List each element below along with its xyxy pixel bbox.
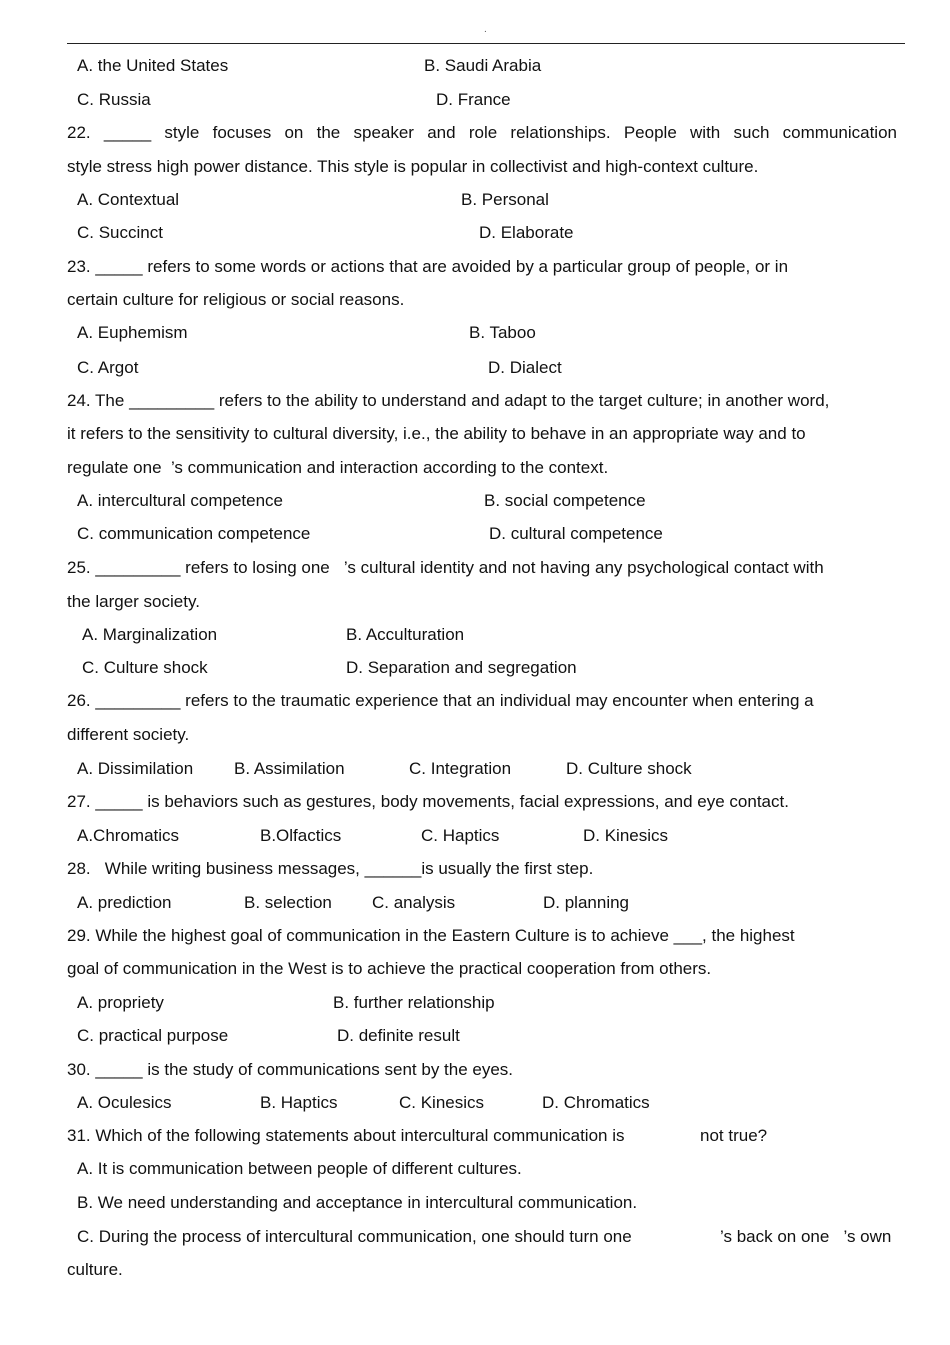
q26-option-b: B. Assimilation xyxy=(234,759,345,778)
q23-option-b: B. Taboo xyxy=(469,323,536,342)
q31-question-not-true: not true? xyxy=(700,1126,768,1145)
q24-question-line-3: regulate one ’s communication and interaction according to the context. xyxy=(67,458,609,477)
q25-question-line-2: the larger society. xyxy=(67,592,200,611)
q31-option-c-line-1-end: ’s back on one ’s own xyxy=(720,1227,892,1246)
q23-question-line-2: certain culture for religious or social reasons. xyxy=(67,290,405,309)
q29-question-line-1: 29. While the highest goal of communication in the Eastern Culture is to achieve ___, the highest xyxy=(67,926,795,945)
q24-option-a: A. intercultural competence xyxy=(77,491,283,510)
q23-option-c: C. Argot xyxy=(77,358,139,377)
q27-option-c: C. Haptics xyxy=(421,826,500,845)
page-header-mark: . xyxy=(484,24,487,35)
q28-option-b: B. selection xyxy=(244,893,332,912)
q22-option-a: A. Contextual xyxy=(77,190,180,209)
q28-option-c: C. analysis xyxy=(372,893,456,912)
q23-option-d: D. Dialect xyxy=(488,358,562,377)
q26-option-c: C. Integration xyxy=(409,759,512,778)
q26-option-a: A. Dissimilation xyxy=(77,759,194,778)
header-rule xyxy=(67,43,905,44)
q26-option-d: D. Culture shock xyxy=(566,759,692,778)
q28-option-a: A. prediction xyxy=(77,893,172,912)
q28-option-d: D. planning xyxy=(543,893,630,912)
q31-option-b: B. We need understanding and acceptance in intercultural communication. xyxy=(77,1193,638,1212)
q24-question-line-1: 24. The _________ refers to the ability to understand and adapt to the target culture; in another word, xyxy=(67,391,830,410)
q31-option-c-line-1: C. During the process of intercultural communication, one should turn one xyxy=(77,1227,632,1246)
q24-question-line-2: it refers to the sensitivity to cultural diversity, i.e., the ability to behave in an appropriate way and to xyxy=(67,424,806,443)
q27-option-d: D. Kinesics xyxy=(583,826,669,845)
q24-option-d: D. cultural competence xyxy=(489,524,663,543)
q26-question-line-1: 26. _________ refers to the traumatic experience that an individual may encounter when entering a xyxy=(67,691,814,710)
q30-option-a: A. Oculesics xyxy=(77,1093,172,1112)
q22-question-line-2: style stress high power distance. This style is popular in collectivist and high-context culture. xyxy=(67,157,759,176)
q26-question-line-2: different society. xyxy=(67,725,190,744)
q27-option-a: A.Chromatics xyxy=(77,826,180,845)
q25-option-d: D. Separation and segregation xyxy=(346,658,577,677)
q21-option-b: B. Saudi Arabia xyxy=(424,56,542,75)
q31-option-a: A. It is communication between people of different cultures. xyxy=(77,1159,522,1178)
q22-option-c: C. Succinct xyxy=(77,223,163,242)
q23-option-a: A. Euphemism xyxy=(77,323,188,342)
q25-question-line-1: 25. _________ refers to losing one ’s cultural identity and not having any psychological contact with xyxy=(67,558,824,577)
q31-question-line-1: 31. Which of the following statements about intercultural communication is xyxy=(67,1126,625,1145)
q30-option-c: C. Kinesics xyxy=(399,1093,485,1112)
q29-option-a: A. propriety xyxy=(77,993,164,1012)
q25-option-b: B. Acculturation xyxy=(346,625,465,644)
q21-option-c: C. Russia xyxy=(77,90,151,109)
q24-option-c: C. communication competence xyxy=(77,524,311,543)
q24-option-b: B. social competence xyxy=(484,491,646,510)
q25-option-c: C. Culture shock xyxy=(82,658,208,677)
q23-question-line-1: 23. _____ refers to some words or actions that are avoided by a particular group of people, or in xyxy=(67,257,789,276)
q31-option-c-line-2: culture. xyxy=(67,1260,123,1279)
q30-option-d: D. Chromatics xyxy=(542,1093,650,1112)
q30-question-line-1: 30. _____ is the study of communications sent by the eyes. xyxy=(67,1060,514,1079)
q22-question-line-1: 22. _____ style focuses on the speaker and role relationships. People with such communication xyxy=(67,123,897,142)
q30-option-b: B. Haptics xyxy=(260,1093,338,1112)
q27-question-line-1: 27. _____ is behaviors such as gestures, body movements, facial expressions, and eye contact. xyxy=(67,792,789,811)
q28-question-line-1: 28. While writing business messages, ______is usually the first step. xyxy=(67,859,594,878)
q22-option-d: D. Elaborate xyxy=(479,223,574,242)
q29-option-d: D. definite result xyxy=(337,1026,460,1045)
q29-question-line-2: goal of communication in the West is to achieve the practical cooperation from others. xyxy=(67,959,712,978)
q27-option-b: B.Olfactics xyxy=(260,826,342,845)
q29-option-c: C. practical purpose xyxy=(77,1026,229,1045)
q25-option-a: A. Marginalization xyxy=(82,625,218,644)
q21-option-a: A. the United States xyxy=(77,56,229,75)
q22-option-b: B. Personal xyxy=(461,190,549,209)
q29-option-b: B. further relationship xyxy=(333,993,495,1012)
q21-option-d: D. France xyxy=(436,90,511,109)
